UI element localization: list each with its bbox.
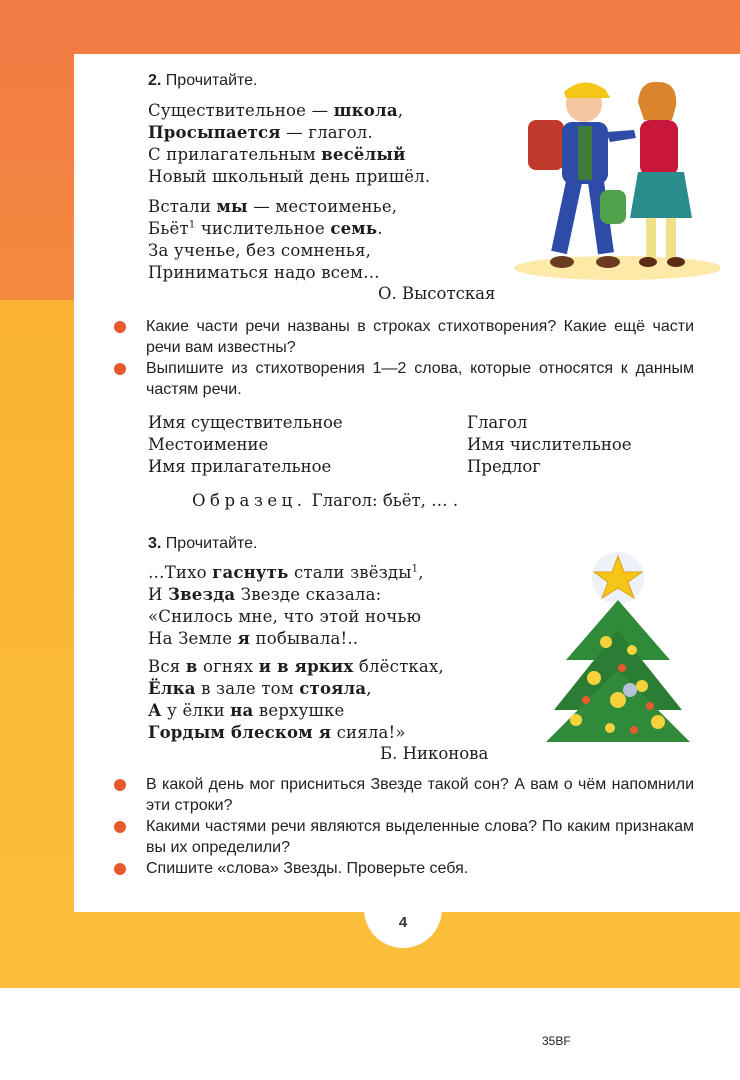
task3-instruction: Прочитайте. xyxy=(165,535,258,552)
poem-line xyxy=(148,722,444,744)
highlighted-word: на xyxy=(230,701,254,720)
highlighted-word: в xyxy=(185,657,198,676)
poem-text: Новый школьный день пришёл. xyxy=(148,167,431,186)
poem-text: Бьёт xyxy=(148,219,189,238)
parts-of-speech-right xyxy=(467,412,632,478)
poem-text: у ёлки xyxy=(161,701,231,720)
task3-question-1: В какой день мог присниться Звезде такой сон? А вам о чём напомнили эти строки? xyxy=(116,774,694,816)
highlighted-word: школа xyxy=(333,101,398,120)
task3-question-2: Какими частями речи являются выделенные слова? По каким признакам вы их определили? xyxy=(116,816,694,858)
poem-line xyxy=(148,218,397,240)
highlighted-word: А xyxy=(148,701,162,720)
poem-text: , xyxy=(418,563,424,582)
poem-line xyxy=(148,678,444,700)
bullet-icon xyxy=(114,321,126,333)
poem-text: И xyxy=(148,585,169,604)
highlighted-word: я xyxy=(237,629,251,648)
bullet-icon xyxy=(114,821,126,833)
highlighted-word: стояла xyxy=(299,679,367,698)
poem-text: На Земле xyxy=(148,629,238,648)
highlighted-word: Гордым блеском я xyxy=(148,723,332,742)
part-of-speech-item: Глагол xyxy=(467,413,528,432)
sample-line xyxy=(192,491,458,510)
poem-line xyxy=(148,122,430,144)
poem-text: сияла!» xyxy=(331,723,406,742)
poem-line xyxy=(148,562,424,584)
poem-line xyxy=(148,166,430,188)
poem-text: в зале том xyxy=(195,679,300,698)
poem-text: — глагол. xyxy=(280,123,373,142)
poem-line xyxy=(148,656,444,678)
poem-text: Звезде сказала: xyxy=(235,585,382,604)
christmas-tree-illustration xyxy=(546,550,692,746)
task3-poem-stanza2 xyxy=(148,656,444,744)
poem-text: побывала!.. xyxy=(250,629,359,648)
poem-text: Существительное — xyxy=(148,101,334,120)
highlighted-word: семь xyxy=(330,219,378,238)
task3-question-3: Спишите «слова» Звезды. Проверьте себя. xyxy=(116,858,694,879)
highlighted-word: Просыпается xyxy=(148,123,281,142)
poem-text: Приниматься надо всем… xyxy=(148,263,380,282)
part-of-speech-item: Имя существительное xyxy=(148,413,343,432)
task3-author: Б. Никонова xyxy=(380,744,489,763)
sample-text: Глагол: бьёт, … . xyxy=(311,491,459,510)
poem-line xyxy=(148,240,397,262)
poem-line xyxy=(148,628,424,650)
highlighted-word: гаснуть xyxy=(212,563,289,582)
poem-line xyxy=(148,700,444,722)
poem-line xyxy=(148,584,424,606)
poem-text: Встали xyxy=(148,197,217,216)
poem-text: «Снилось мне, что этой ночью xyxy=(148,607,422,626)
part-of-speech-item: Предлог xyxy=(467,457,541,476)
poem-text: За ученье, без сомненья, xyxy=(148,241,372,260)
poem-line xyxy=(148,262,397,284)
poem-text: С прилагательным xyxy=(148,145,322,164)
task2-number: 2. xyxy=(148,72,162,89)
part-of-speech-item: Имя числительное xyxy=(467,435,632,454)
girl-figure xyxy=(630,82,692,267)
task2-title xyxy=(148,72,258,90)
part-of-speech-item: Местоимение xyxy=(148,435,269,454)
bullet-icon xyxy=(114,363,126,375)
poem-line xyxy=(148,100,430,122)
part-of-speech-item: Имя прилагательное xyxy=(148,457,332,476)
sample-label: Образец. xyxy=(192,491,307,510)
poem-text: . xyxy=(377,219,383,238)
footnote-mark: 1 xyxy=(188,219,196,231)
poem-text: верхушке xyxy=(253,701,345,720)
task3-number: 3. xyxy=(148,535,162,552)
poem-text: — местоименье, xyxy=(247,197,398,216)
highlighted-word: и в ярких xyxy=(258,657,354,676)
footnote-mark: 1 xyxy=(411,563,419,575)
task2-poem-stanza1 xyxy=(148,100,430,188)
task2-author: О. Высотская xyxy=(378,284,496,303)
poem-text: числительное xyxy=(195,219,331,238)
highlighted-word: Звезда xyxy=(168,585,236,604)
boy-figure xyxy=(528,82,636,268)
poem-line xyxy=(148,606,424,628)
task2-question-1: Какие части речи названы в строках стихотворения? Какие ещё части речи вам известны? xyxy=(116,316,694,358)
task2-instruction: Прочитайте. xyxy=(165,72,258,89)
task2-poem-stanza2 xyxy=(148,196,397,284)
poem-text: блёстках, xyxy=(353,657,444,676)
highlighted-word: мы xyxy=(216,197,248,216)
poem-text: Вся xyxy=(148,657,186,676)
children-illustration xyxy=(506,72,720,284)
page-number: 4 xyxy=(398,914,408,931)
highlighted-word: Ёлка xyxy=(148,679,196,698)
poem-text: …Тихо xyxy=(148,563,213,582)
task3-poem-stanza1 xyxy=(148,562,424,650)
poem-line xyxy=(148,144,430,166)
footer-code: 35BF xyxy=(542,1034,571,1048)
task2-question-2: Выпишите из стихотворения 1—2 слова, которые относятся к данным частям речи. xyxy=(116,358,694,400)
task3-title xyxy=(148,535,258,553)
poem-text: стали звёзды xyxy=(288,563,412,582)
bullet-icon xyxy=(114,863,126,875)
poem-text: огнях xyxy=(197,657,259,676)
poem-text: , xyxy=(397,101,404,120)
poem-line xyxy=(148,196,397,218)
bullet-icon xyxy=(114,779,126,791)
poem-text: , xyxy=(366,679,372,698)
highlighted-word: весёлый xyxy=(321,145,406,164)
parts-of-speech-left xyxy=(148,412,343,478)
